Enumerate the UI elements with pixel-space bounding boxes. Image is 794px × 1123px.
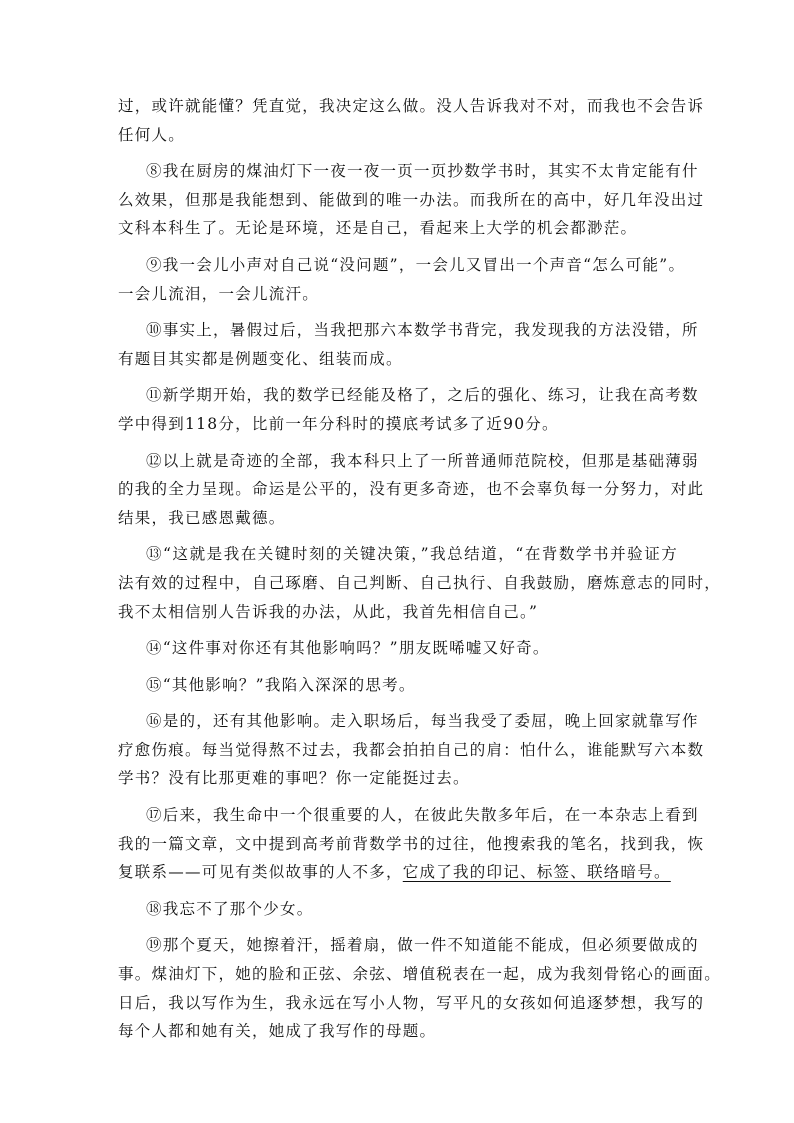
text-line: 学书？没有比那更难的事吧？你一定能挺过去。: [118, 769, 470, 788]
paragraph-9-line: ⑨我一会儿小声对自己说“没问题”，一会儿又冒出一个声音“怎么可能”。: [146, 255, 686, 274]
text-line: 结果，我已感恩戴德。: [118, 508, 286, 527]
text-line: 么效果，但那是我能想到、能做到的唯一办法。而我所在的高中，好几年没出过: [118, 190, 705, 209]
text-line: 有题目其实都是例题变化、组装而成。: [118, 349, 403, 368]
paragraph-12-line: ⑫以上就是奇迹的全部，我本科只上了一所普通师范院校，但那是基础薄弱: [146, 451, 699, 470]
text-line: 法有效的过程中，自己琢磨、自己判断、自己执行、自我鼓励，磨炼意志的同时，: [118, 573, 722, 592]
paragraph-17-line: ⑰后来，我生命中一个很重要的人，在彼此失散多年后，在一本杂志上看到: [146, 806, 699, 825]
article-body: [118, 92, 722, 1046]
text-line: 事。煤油灯下，她的脸和正弦、余弦、增值税表在一起，成为我刻骨铭心的画面。: [118, 965, 722, 984]
paragraph-8-line: ⑧我在厨房的煤油灯下一夜一夜一页一页抄数学书时，其实不太肯定能有什: [146, 162, 699, 181]
text-line: 的我的全力呈现。命运是公平的，没有更多奇迹，也不会辜负每一分努力，对此: [118, 480, 705, 499]
text-line: 疗愈伤痕。每当觉得熬不过去，我都会拍拍自己的肩：怕什么，谁能默写六本数: [118, 740, 705, 759]
paragraph-16-line: ⑯是的，还有其他影响。走入职场后，每当我受了委屈，晚上回家就靠写作: [146, 712, 699, 731]
text-segment: 复联系——可见有类似故事的人不多，: [118, 863, 403, 882]
text-line: 每个人都和她有关，她成了我写作的母题。: [118, 1022, 437, 1041]
paragraph-18-line: ⑱我忘不了那个少女。: [146, 899, 314, 918]
paragraph-10-line: ⑩事实上，暑假过后，当我把那六本数学书背完，我发现我的方法没错，所: [146, 321, 699, 340]
text-line: 我的一篇文章，文中提到高考前背数学书的过往，他搜索我的笔名，找到我，恢: [118, 834, 705, 853]
text-line: 一会儿流泪，一会儿流汗。: [118, 284, 320, 303]
paragraph-14-line: ⑭“这件事对你还有其他影响吗？”朋友既唏嘘又好奇。: [146, 639, 550, 658]
text-line: 学中得到118分，比前一年分科时的摸底考试多了近90分。: [118, 414, 559, 433]
text-line: 我不太相信别人告诉我的办法，从此，我首先相信自己。”: [118, 602, 539, 621]
paragraph-15-line: ⑮“其他影响？”我陷入深深的思考。: [146, 675, 416, 694]
paragraph-11-line: ⑪新学期开始，我的数学已经能及格了，之后的强化、练习，让我在高考数: [146, 386, 699, 405]
text-line: [118, 858, 678, 887]
paragraph-13-line: ⑬“这就是我在关键时刻的关键决策，”我总结道，“在背数学书并验证方: [146, 545, 678, 564]
text-line: 文科本科生了。无论是环境，还是自己，看起来上大学的机会都渺茫。: [118, 219, 638, 238]
text-line: 任何人。: [118, 125, 186, 144]
paragraph-19-line: ⑲那个夏天，她擦着汗，摇着扇，做一件不知道能不能成，但必须要做成的: [146, 936, 699, 955]
underlined-sentence: 它成了我的印记、标签、联络暗号。: [402, 863, 671, 882]
text-line: 过，或许就能懂？凭直觉，我决定这么做。没人告诉我对不对，而我也不会告诉: [118, 97, 705, 115]
text-line: 日后，我以写作为生，我永远在写小人物，写平凡的女孩如何追逐梦想，我写的: [118, 993, 705, 1012]
